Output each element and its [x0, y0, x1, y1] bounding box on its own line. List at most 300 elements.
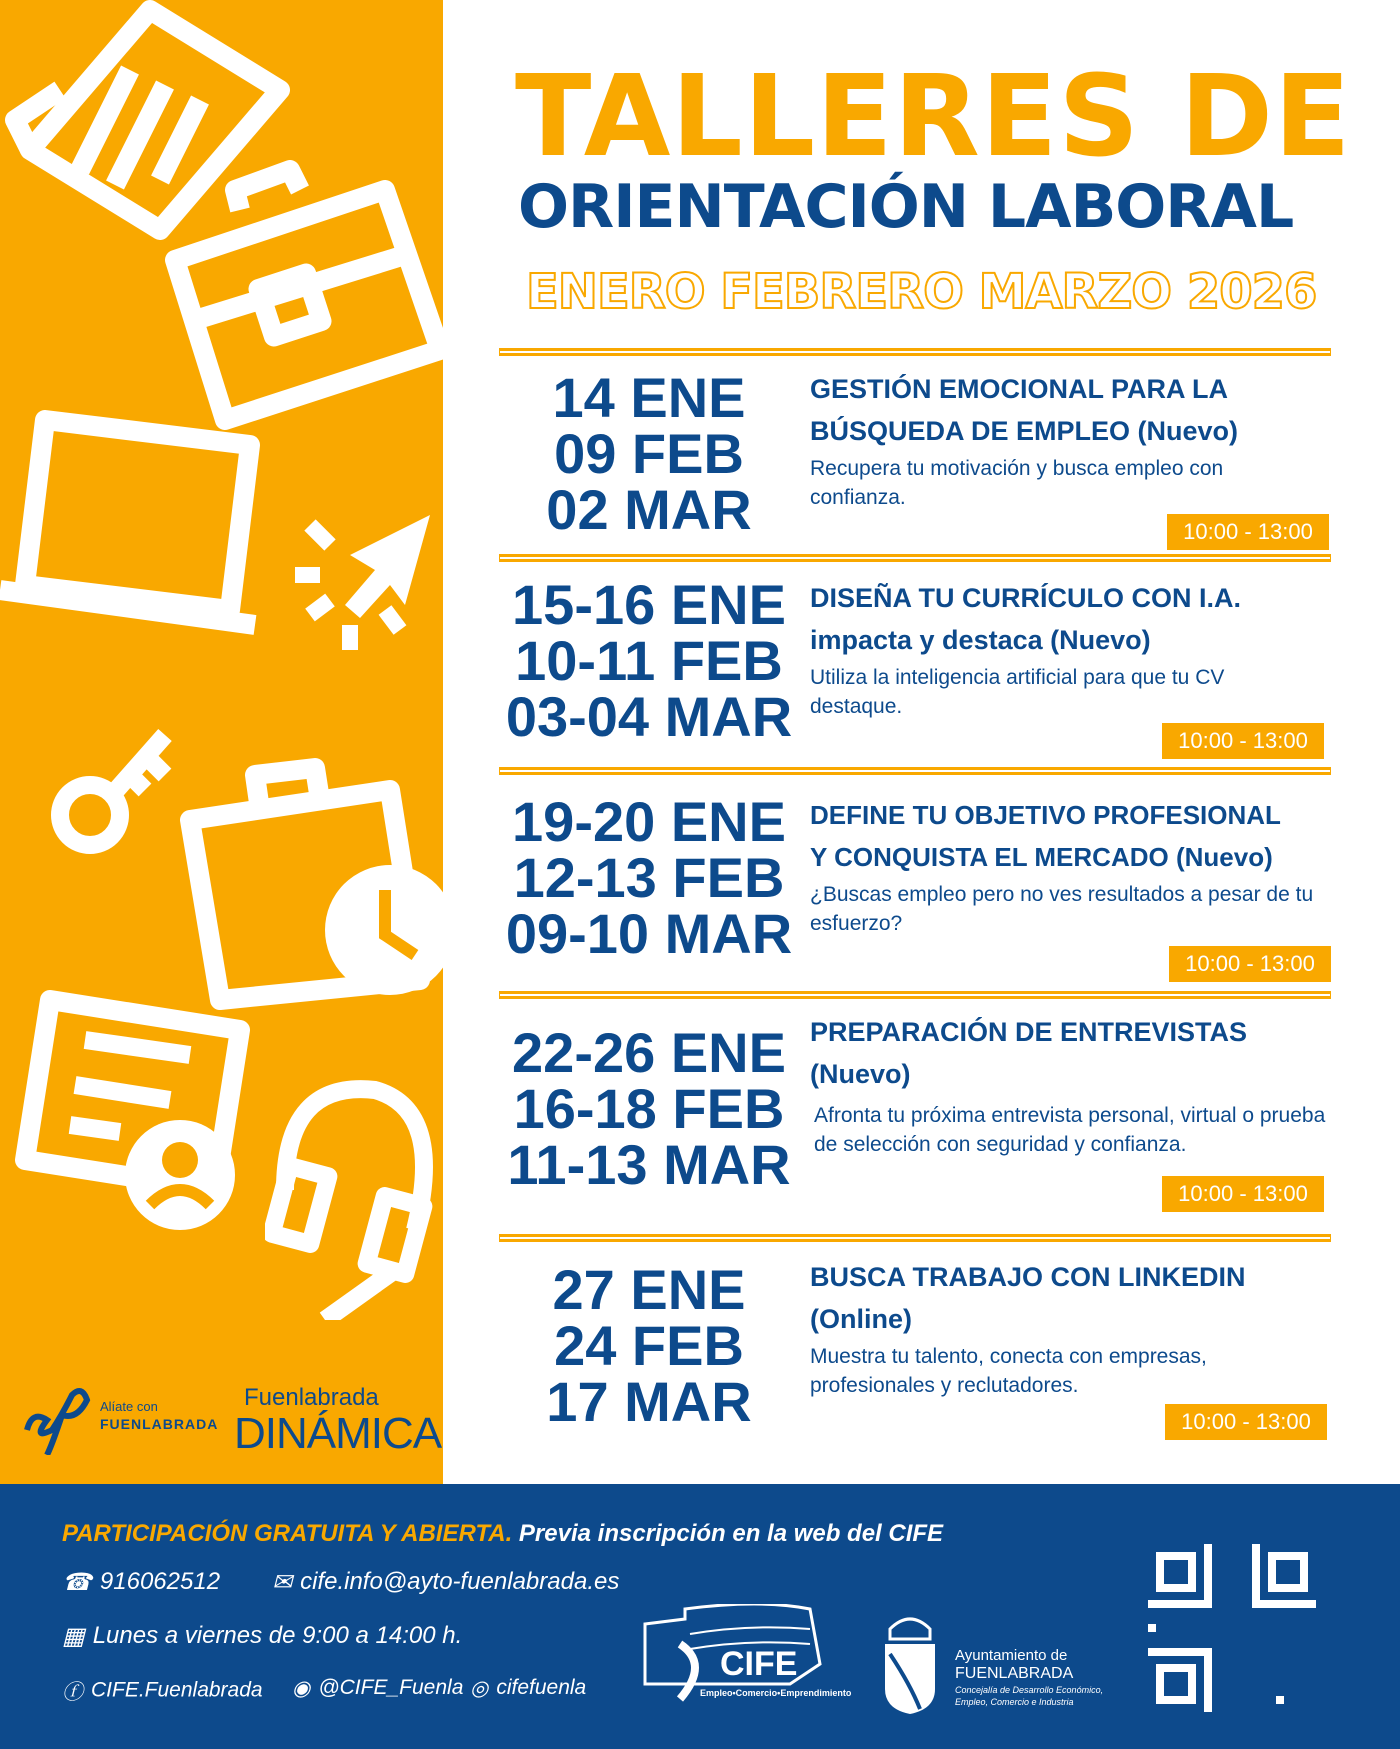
qr-module [1244, 1624, 1252, 1632]
qr-module [1212, 1664, 1220, 1672]
qr-module [1292, 1696, 1300, 1704]
qr-module [1268, 1560, 1276, 1568]
qr-module [1212, 1648, 1220, 1656]
qr-module [1300, 1624, 1308, 1632]
qr-module [1212, 1624, 1220, 1632]
divider [499, 991, 1331, 999]
qr-module [1148, 1576, 1156, 1584]
qr-module [1204, 1576, 1212, 1584]
qr-module [1244, 1632, 1252, 1640]
qr-module [1212, 1584, 1220, 1592]
qr-module [1220, 1632, 1228, 1640]
qr-module [1196, 1608, 1204, 1616]
qr-module [1164, 1608, 1172, 1616]
qr-module [1228, 1656, 1236, 1664]
qr-module [1260, 1600, 1268, 1608]
qr-module [1164, 1672, 1172, 1680]
qr-module [1236, 1672, 1244, 1680]
qr-module [1236, 1584, 1244, 1592]
qr-module [1300, 1584, 1308, 1592]
qr-module [1172, 1552, 1180, 1560]
qr-module [1220, 1640, 1228, 1648]
qr-module [1164, 1616, 1172, 1624]
qr-module [1156, 1648, 1164, 1656]
qr-module [1236, 1592, 1244, 1600]
opening-hours: ▦ Lunes a viernes de 9:00 a 14:00 h. [62, 1622, 463, 1651]
qr-module [1308, 1648, 1316, 1656]
qr-module [1284, 1672, 1292, 1680]
qr-module [1188, 1688, 1196, 1696]
qr-module [1300, 1672, 1308, 1680]
qr-module [1268, 1600, 1276, 1608]
qr-module [1212, 1576, 1220, 1584]
qr-module [1164, 1544, 1172, 1552]
qr-module [1156, 1640, 1164, 1648]
qr-module [1300, 1592, 1308, 1600]
qr-module [1236, 1616, 1244, 1624]
qr-module [1260, 1688, 1268, 1696]
qr-module [1172, 1568, 1180, 1576]
qr-module [1156, 1672, 1164, 1680]
qr-module [1172, 1576, 1180, 1584]
qr-module [1292, 1552, 1300, 1560]
qr-module [1156, 1552, 1164, 1560]
qr-module [1252, 1624, 1260, 1632]
qr-module [1212, 1672, 1220, 1680]
qr-module [1268, 1592, 1276, 1600]
qr-module [1188, 1632, 1196, 1640]
qr-module [1308, 1664, 1316, 1672]
resume-icon [10, 990, 250, 1240]
qr-module [1276, 1568, 1284, 1576]
footer [0, 1484, 1400, 1749]
qr-module [1276, 1664, 1284, 1672]
qr-module [1308, 1672, 1316, 1680]
qr-module [1180, 1648, 1188, 1656]
qr-module [1156, 1584, 1164, 1592]
qr-module [1220, 1664, 1228, 1672]
qr-module [1292, 1688, 1300, 1696]
qr-module [1188, 1704, 1196, 1712]
qr-module [1148, 1552, 1156, 1560]
qr-module [1172, 1664, 1180, 1672]
qr-module [1308, 1544, 1316, 1552]
qr-module [1260, 1624, 1268, 1632]
qr-module [1156, 1696, 1164, 1704]
qr-module [1172, 1648, 1180, 1656]
qr-module [1236, 1568, 1244, 1576]
qr-module [1244, 1672, 1252, 1680]
qr-module [1284, 1616, 1292, 1624]
workshop-row [499, 573, 1379, 761]
qr-module [1308, 1680, 1316, 1688]
qr-module [1188, 1640, 1196, 1648]
time-badge: 10:00 - 13:00 [1162, 1176, 1324, 1212]
qr-module [1188, 1672, 1196, 1680]
qr-module [1172, 1560, 1180, 1568]
qr-module [1156, 1680, 1164, 1688]
qr-module [1276, 1624, 1284, 1632]
qr-module [1148, 1680, 1156, 1688]
qr-module [1180, 1560, 1188, 1568]
qr-module [1244, 1584, 1252, 1592]
qr-module [1220, 1624, 1228, 1632]
calendar-icon: ▦ [62, 1623, 85, 1651]
facebook-icon: ⓕ [62, 1681, 83, 1704]
qr-module [1164, 1568, 1172, 1576]
qr-module [1284, 1688, 1292, 1696]
qr-module [1156, 1568, 1164, 1576]
qr-module [1164, 1632, 1172, 1640]
qr-module [1260, 1560, 1268, 1568]
qr-module [1268, 1688, 1276, 1696]
email-link[interactable]: ✉ cife.info@ayto-fuenlabrada.es [272, 1568, 620, 1597]
qr-module [1292, 1544, 1300, 1552]
qr-module [1156, 1616, 1164, 1624]
qr-module [1228, 1568, 1236, 1576]
qr-module [1188, 1608, 1196, 1616]
qr-module [1196, 1544, 1204, 1552]
qr-module [1292, 1568, 1300, 1576]
cife-logo: CIFE Empleo•Comercio•Emprendimiento [640, 1604, 860, 1704]
qr-module [1260, 1544, 1268, 1552]
qr-module [1204, 1704, 1212, 1712]
qr-code[interactable] [1148, 1544, 1316, 1712]
qr-module [1204, 1544, 1212, 1552]
qr-module [1164, 1576, 1172, 1584]
qr-module [1188, 1616, 1196, 1624]
twitter-link[interactable]: ◉ @CIFE_Fuenla [292, 1676, 464, 1700]
qr-module [1204, 1664, 1212, 1672]
qr-module [1252, 1560, 1260, 1568]
qr-module [1164, 1680, 1172, 1688]
qr-module [1292, 1664, 1300, 1672]
qr-module [1156, 1664, 1164, 1672]
qr-module [1252, 1600, 1260, 1608]
qr-module [1244, 1680, 1252, 1688]
qr-module [1228, 1592, 1236, 1600]
qr-module [1284, 1544, 1292, 1552]
qr-module [1268, 1576, 1276, 1584]
qr-module [1164, 1648, 1172, 1656]
briefcase-icon [165, 160, 445, 430]
qr-module [1300, 1664, 1308, 1672]
qr-module [1204, 1632, 1212, 1640]
qr-module [1180, 1552, 1188, 1560]
time-badge: 10:00 - 13:00 [1162, 723, 1324, 759]
qr-module [1252, 1608, 1260, 1616]
qr-module [1276, 1560, 1284, 1568]
qr-module [1292, 1624, 1300, 1632]
qr-module [1252, 1672, 1260, 1680]
qr-module [1308, 1656, 1316, 1664]
qr-module [1292, 1672, 1300, 1680]
qr-module [1300, 1608, 1308, 1616]
qr-module [1148, 1608, 1156, 1616]
qr-module [1300, 1616, 1308, 1624]
qr-module [1204, 1584, 1212, 1592]
qr-module [1188, 1560, 1196, 1568]
qr-module [1244, 1664, 1252, 1672]
phone-icon: ☎ [62, 1569, 92, 1597]
qr-module [1164, 1592, 1172, 1600]
qr-module [1180, 1584, 1188, 1592]
qr-module [1212, 1560, 1220, 1568]
phone[interactable]: ☎ 916062512 [62, 1568, 221, 1597]
qr-module [1308, 1584, 1316, 1592]
qr-module [1260, 1576, 1268, 1584]
qr-module [1252, 1592, 1260, 1600]
qr-module [1252, 1544, 1260, 1552]
qr-module [1252, 1576, 1260, 1584]
qr-module [1268, 1640, 1276, 1648]
qr-module [1300, 1600, 1308, 1608]
qr-module [1172, 1584, 1180, 1592]
qr-module [1180, 1672, 1188, 1680]
qr-module [1180, 1680, 1188, 1688]
qr-module [1236, 1696, 1244, 1704]
qr-module [1164, 1624, 1172, 1632]
workshop-dates: 19-20 ENE 12-13 FEB 09-10 MAR [505, 790, 793, 965]
qr-module [1164, 1696, 1172, 1704]
qr-module [1308, 1632, 1316, 1640]
time-badge: 10:00 - 13:00 [1165, 1404, 1327, 1440]
qr-module [1244, 1608, 1252, 1616]
qr-module [1196, 1640, 1204, 1648]
qr-module [1268, 1552, 1276, 1560]
qr-module [1244, 1688, 1252, 1696]
qr-module [1196, 1576, 1204, 1584]
qr-module [1172, 1632, 1180, 1640]
qr-module [1244, 1600, 1252, 1608]
qr-module [1164, 1600, 1172, 1608]
qr-module [1196, 1696, 1204, 1704]
qr-module [1204, 1672, 1212, 1680]
qr-module [1148, 1640, 1156, 1648]
qr-module [1276, 1640, 1284, 1648]
facebook-link[interactable]: ⓕ CIFE.Fuenlabrada [62, 1676, 263, 1706]
qr-module [1228, 1672, 1236, 1680]
qr-module [1188, 1544, 1196, 1552]
qr-module [1212, 1616, 1220, 1624]
qr-module [1164, 1664, 1172, 1672]
qr-module [1204, 1568, 1212, 1576]
qr-module [1276, 1696, 1284, 1704]
qr-module [1252, 1632, 1260, 1640]
qr-module [1156, 1560, 1164, 1568]
qr-module [1164, 1656, 1172, 1664]
instagram-link[interactable]: ◎ cifefuenla [470, 1676, 587, 1700]
workshop-row [499, 1011, 1379, 1226]
qr-module [1188, 1656, 1196, 1664]
qr-module [1164, 1640, 1172, 1648]
qr-module [1260, 1656, 1268, 1664]
workshop-dates: 14 ENE 09 FEB 02 MAR [546, 366, 752, 541]
ayuntamiento-crest: Ayuntamiento de FUENLABRADA Concejalía de Desarrollo Económico, Empleo, Comercio e Industria [880, 1609, 1130, 1719]
qr-module [1188, 1592, 1196, 1600]
qr-module [1220, 1672, 1228, 1680]
qr-module [1300, 1704, 1308, 1712]
qr-module [1180, 1704, 1188, 1712]
workshop-title: DEFINE TU OBJETIVO PROFESIONAL Y CONQUISTA EL MERCADO (Nuevo) [810, 800, 1281, 872]
qr-module [1260, 1616, 1268, 1624]
qr-module [1268, 1672, 1276, 1680]
qr-module [1300, 1552, 1308, 1560]
qr-module [1308, 1704, 1316, 1712]
qr-module [1284, 1704, 1292, 1712]
qr-module [1188, 1584, 1196, 1592]
qr-module [1308, 1568, 1316, 1576]
qr-module [1268, 1544, 1276, 1552]
qr-module [1244, 1568, 1252, 1576]
qr-module [1148, 1656, 1156, 1664]
workshop-description: ¿Buscas empleo pero no ves resultados a pesar de tu esfuerzo? [810, 883, 1314, 935]
qr-module [1164, 1688, 1172, 1696]
qr-module [1244, 1696, 1252, 1704]
mail-icon: ✉ [272, 1569, 293, 1597]
qr-module [1220, 1704, 1228, 1712]
workshop-title: DISEÑA TU CURRÍCULO CON I.A. impacta y destaca (Nuevo) [810, 583, 1241, 655]
qr-module [1228, 1552, 1236, 1560]
qr-module [1244, 1544, 1252, 1552]
qr-module [1260, 1552, 1268, 1560]
qr-module [1236, 1664, 1244, 1672]
qr-module [1180, 1568, 1188, 1576]
qr-module [1236, 1560, 1244, 1568]
qr-module [1180, 1640, 1188, 1648]
qr-module [1284, 1568, 1292, 1576]
qr-module [1204, 1592, 1212, 1600]
qr-module [1300, 1640, 1308, 1648]
qr-module [1300, 1560, 1308, 1568]
qr-module [1268, 1632, 1276, 1640]
qr-module [1276, 1680, 1284, 1688]
qr-module [1228, 1584, 1236, 1592]
qr-module [1148, 1584, 1156, 1592]
qr-module [1292, 1608, 1300, 1616]
qr-module [1212, 1640, 1220, 1648]
qr-module [1228, 1544, 1236, 1552]
qr-module [1172, 1688, 1180, 1696]
qr-module [1196, 1632, 1204, 1640]
qr-module [1228, 1632, 1236, 1640]
time-badge: 10:00 - 13:00 [1169, 946, 1331, 982]
qr-module [1180, 1624, 1188, 1632]
qr-module [1220, 1680, 1228, 1688]
qr-module [1228, 1688, 1236, 1696]
qr-module [1276, 1576, 1284, 1584]
qr-module [1172, 1704, 1180, 1712]
divider [499, 1234, 1331, 1242]
qr-module [1284, 1696, 1292, 1704]
qr-module [1204, 1616, 1212, 1624]
workshop-description: Afronta tu próxima entrevista personal, virtual o prueba de selección con seguridad y confianza. [814, 1104, 1326, 1156]
qr-module [1236, 1704, 1244, 1712]
qr-module [1196, 1704, 1204, 1712]
divider [499, 554, 1331, 562]
qr-module [1204, 1552, 1212, 1560]
qr-module [1196, 1664, 1204, 1672]
qr-module [1148, 1544, 1156, 1552]
title-line-1: TALLERES DE [515, 52, 1352, 182]
qr-module [1196, 1616, 1204, 1624]
qr-module [1252, 1648, 1260, 1656]
qr-module [1172, 1640, 1180, 1648]
qr-module [1196, 1560, 1204, 1568]
qr-module [1148, 1632, 1156, 1640]
qr-module [1276, 1552, 1284, 1560]
qr-module [1148, 1688, 1156, 1696]
qr-module [1156, 1600, 1164, 1608]
qr-module [1180, 1616, 1188, 1624]
qr-module [1268, 1624, 1276, 1632]
qr-module [1188, 1680, 1196, 1688]
qr-module [1196, 1552, 1204, 1560]
qr-module [1276, 1632, 1284, 1640]
qr-module [1212, 1656, 1220, 1664]
qr-module [1220, 1616, 1228, 1624]
qr-module [1220, 1656, 1228, 1664]
qr-module [1292, 1560, 1300, 1568]
qr-module [1292, 1680, 1300, 1688]
qr-module [1244, 1576, 1252, 1584]
qr-module [1252, 1688, 1260, 1696]
qr-module [1188, 1576, 1196, 1584]
qr-module [1204, 1680, 1212, 1688]
qr-module [1180, 1696, 1188, 1704]
qr-module [1276, 1648, 1284, 1656]
qr-module [1164, 1584, 1172, 1592]
qr-module [1252, 1696, 1260, 1704]
qr-module [1220, 1600, 1228, 1608]
qr-module [1228, 1648, 1236, 1656]
period-subtitle: ENERO FEBRERO MARZO 2026 [526, 264, 1317, 320]
qr-module [1148, 1616, 1156, 1624]
qr-module [1172, 1624, 1180, 1632]
qr-module [1300, 1648, 1308, 1656]
qr-module [1284, 1592, 1292, 1600]
qr-module [1220, 1560, 1228, 1568]
qr-module [1268, 1680, 1276, 1688]
workshop-description: Recupera tu motivación y busca empleo con confianza. [810, 457, 1224, 509]
qr-module [1220, 1688, 1228, 1696]
qr-module [1292, 1576, 1300, 1584]
qr-module [1236, 1688, 1244, 1696]
qr-module [1276, 1600, 1284, 1608]
qr-module [1292, 1704, 1300, 1712]
qr-module [1228, 1640, 1236, 1648]
workshop-row [499, 790, 1379, 984]
qr-module [1196, 1648, 1204, 1656]
cursor-click-icon [290, 510, 440, 660]
qr-module [1292, 1640, 1300, 1648]
qr-module [1236, 1544, 1244, 1552]
qr-module [1212, 1592, 1220, 1600]
qr-module [1204, 1624, 1212, 1632]
qr-module [1148, 1600, 1156, 1608]
qr-module [1284, 1624, 1292, 1632]
qr-module [1252, 1552, 1260, 1560]
qr-module [1228, 1576, 1236, 1584]
qr-module [1292, 1648, 1300, 1656]
headset-icon [265, 1060, 435, 1320]
qr-module [1156, 1624, 1164, 1632]
qr-module [1212, 1688, 1220, 1696]
qr-module [1228, 1664, 1236, 1672]
qr-module [1308, 1696, 1316, 1704]
qr-module [1196, 1688, 1204, 1696]
qr-module [1188, 1696, 1196, 1704]
